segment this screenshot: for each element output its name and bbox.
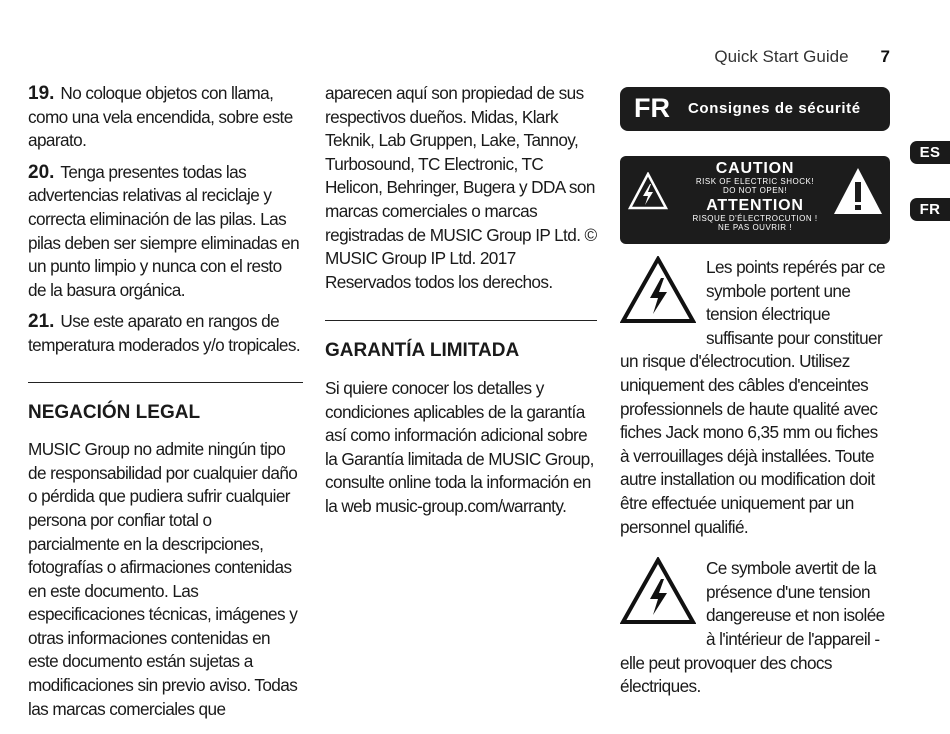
item-text: No coloque objetos con llama, como una vela encendida, sobre este aparato. (28, 83, 293, 151)
page-number: 7 (880, 47, 890, 66)
language-code: FR (634, 93, 670, 124)
warning-block-2 (620, 557, 890, 699)
electric-shock-warning-icon (620, 256, 696, 331)
warranty-heading: GARANTÍA LIMITADA (325, 340, 520, 362)
page-header (714, 47, 890, 67)
legal-text: MUSIC Group no admite ningún tipo de responsabilidad por cualquier daño o pérdida que pudiera sufrir cualquier persona por confiar total o parcialmente en la descripciones, fotografías o afirmaciones contenidas en este documento. Las especificaciones técnicas, imágenes y otras informaciones contenidas en este documento están sujetas a modificaciones sin previo aviso. Todas las marcas comerciales que (28, 439, 298, 719)
section-divider (28, 382, 303, 383)
language-tab-fr[interactable]: FR (910, 198, 950, 221)
electric-shock-warning-icon (628, 172, 668, 217)
section-divider (325, 320, 597, 321)
language-tab-es[interactable]: ES (910, 141, 950, 164)
caution-line-1: RISK OF ELECTRIC SHOCK! (695, 177, 815, 186)
item-number: 21. (28, 311, 55, 333)
guide-title: Quick Start Guide (714, 47, 849, 66)
item-text: Tenga presentes todas las advertencias relativas al reciclaje y correcta eliminación de las pilas. Las pilas deben ser siempre eliminadas en un punto limpio y nunca con el resto de la basura orgánica. (28, 161, 300, 300)
electric-shock-warning-icon (620, 557, 696, 632)
caution-line-2: DO NOT OPEN! (722, 186, 788, 195)
warning-text-2: Ce symbole avertit de la présence d'une tension dangereuse et non isolée à l'intérieur de l'appareil - elle peut provoquer des chocs électriques. (620, 558, 885, 697)
safety-item-21 (28, 310, 303, 357)
warning-text-1: Les points repérés par ce symbole portent une tension électrique suffisante pour constituer un risque d'électrocution. Utilisez uniquement des câbles d'enceintes professionnels de haute qualité avec fiches Jack mono 6,35 mm ou fiches à verrouillages déjà installées. Toute autre installation ou modification doit être effectuée uniquement par un personnel qualifié. (620, 257, 885, 537)
column-3 (620, 82, 890, 699)
warning-block-1 (620, 256, 890, 539)
safety-item-19 (28, 82, 303, 153)
safety-item-20 (28, 161, 303, 303)
section-banner (620, 87, 890, 131)
legal-heading: NEGACIÓN LEGAL (28, 401, 201, 423)
caution-label (620, 156, 890, 244)
caution-text (680, 160, 830, 232)
section-title: Consignes de sécurité (688, 100, 861, 118)
column-2 (325, 82, 597, 519)
item-number: 19. (28, 83, 55, 104)
attention-line-2: NE PAS OUVRIR ! (717, 223, 793, 232)
caution-title: CAUTION (715, 160, 795, 177)
warranty-text: Si quiere conocer los detalles y condiciones aplicables de la garantía así como información adicional sobre la Garantía limitada de MUSIC Group, consulte online toda la información en la web music-group.com/warranty. (325, 377, 594, 516)
legal-text-continued: aparecen aquí son propiedad de sus respectivos dueños. Midas, Klark Teknik, Lab Gruppen, Lake, Tannoy, Turbosound, TC Electronic, TC Helicon, Behringer, Bugera y DDA son marcas comerciales o marcas registradas de MUSIC Group IP Ltd. © MUSIC Group IP Ltd. 2017 Reservados todos los derechos. (325, 83, 597, 292)
attention-line-1: RISQUE D'ÉLECTROCUTION ! (692, 214, 818, 223)
attention-title: ATTENTION (706, 197, 804, 214)
item-text: Use este aparato en rangos de temperatura moderados y/o tropicales. (28, 311, 301, 355)
exclamation-warning-icon (832, 166, 884, 223)
column-1 (28, 82, 303, 721)
item-number: 20. (28, 161, 55, 183)
